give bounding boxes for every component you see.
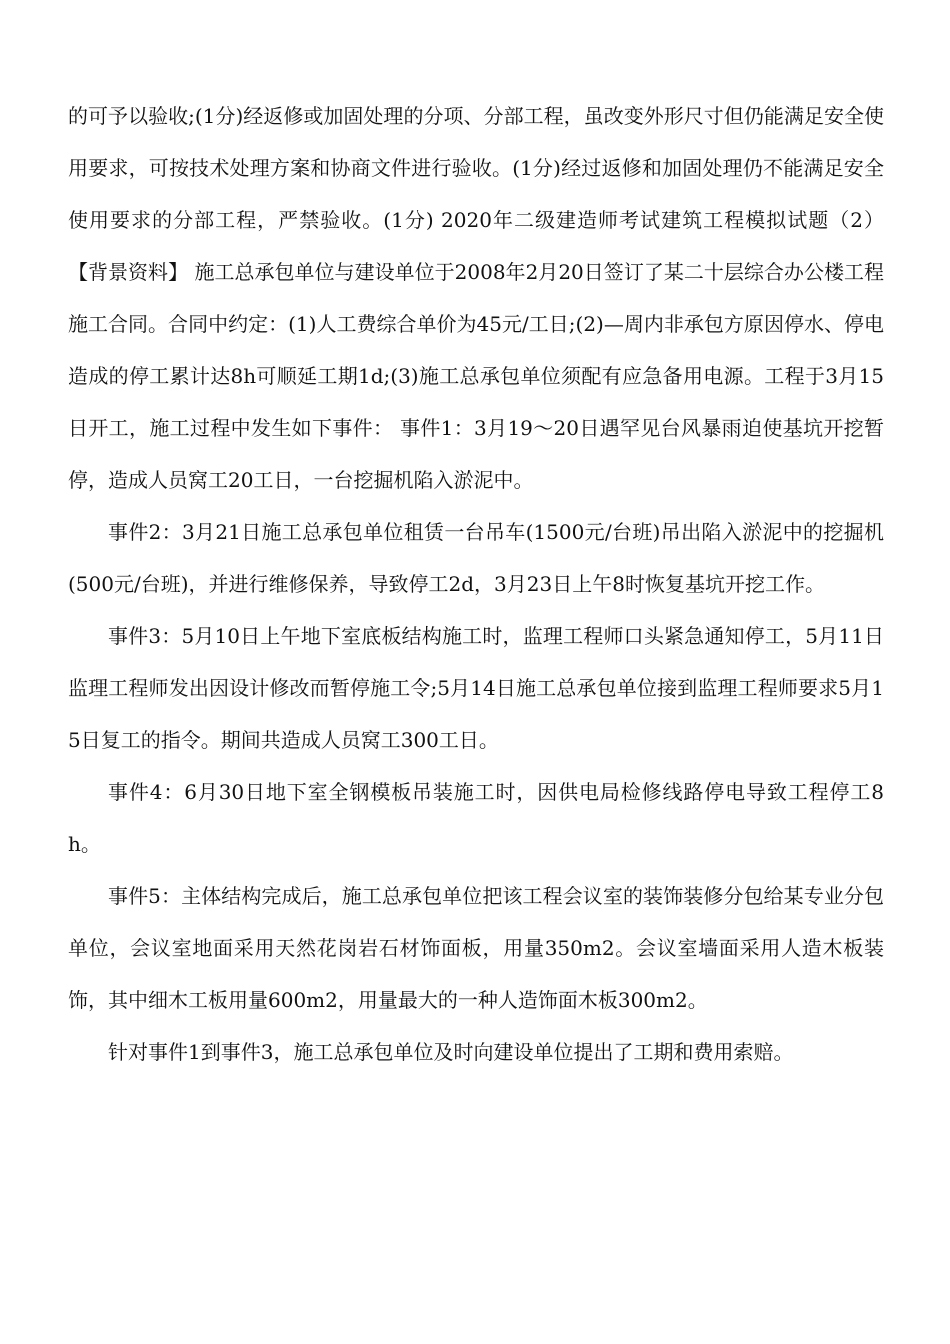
paragraph-event-4: 事件4：6月30日地下室全钢模板吊装施工时，因供电局检修线路停电导致工程停工8h。 <box>68 780 884 856</box>
paragraph-continuation: 的可予以验收;(1分)经返修或加固处理的分项、分部工程，虽改变外形尺寸但仍能满足安全使用要求，可按技术处理方案和协商文件进行验收。(1分)经过返修和加固处理仍不能满足安全使用要求的分部工程，严禁验收。(1分) 2020年二级建造师考试建筑工程模拟试题（2） 【背景资料】 施工总承包单位与建设单位于2008年2月20日签订了某二十层综合办公楼工程施工合同。合同中约定：(1)人工费综合单价为45元/工日;(2)—周内非承包方原因停水、停电造成的停工累计达8h可顺延工期1d;(3)施工总承包单位须配有应急备用电源。工程于3月15日开工，施工过程中发生如下事件： 事件1：3月19～20日遇罕见台风暴雨迫使基坑开挖暂停，造成人员窝工20工日，一台挖掘机陷入淤泥中。 <box>68 104 884 492</box>
paragraph-claim: 针对事件1到事件3，施工总承包单位及时向建设单位提出了工期和费用索赔。 <box>108 1040 794 1064</box>
paragraph-event-3: 事件3：5月10日上午地下室底板结构施工时，监理工程师口头紧急通知停工，5月11日监理工程师发出因设计修改而暂停施工令;5月14日施工总承包单位接到监理工程师要求5月15日复工的指令。期间共造成人员窝工300工日。 <box>68 624 884 752</box>
paragraph-event-5: 事件5：主体结构完成后，施工总承包单位把该工程会议室的装饰装修分包给某专业分包单位，会议室地面采用天然花岗岩石材饰面板，用量350m2。会议室墙面采用人造木板装饰，其中细木工板用量600m2，用量最大的一种人造饰面木板300m2。 <box>68 884 884 1012</box>
document-body <box>68 90 884 1078</box>
paragraph-event-2: 事件2：3月21日施工总承包单位租赁一台吊车(1500元/台班)吊出陷入淤泥中的挖掘机(500元/台班)，并进行维修保养，导致停工2d，3月23日上午8时恢复基坑开挖工作。 <box>68 520 884 596</box>
